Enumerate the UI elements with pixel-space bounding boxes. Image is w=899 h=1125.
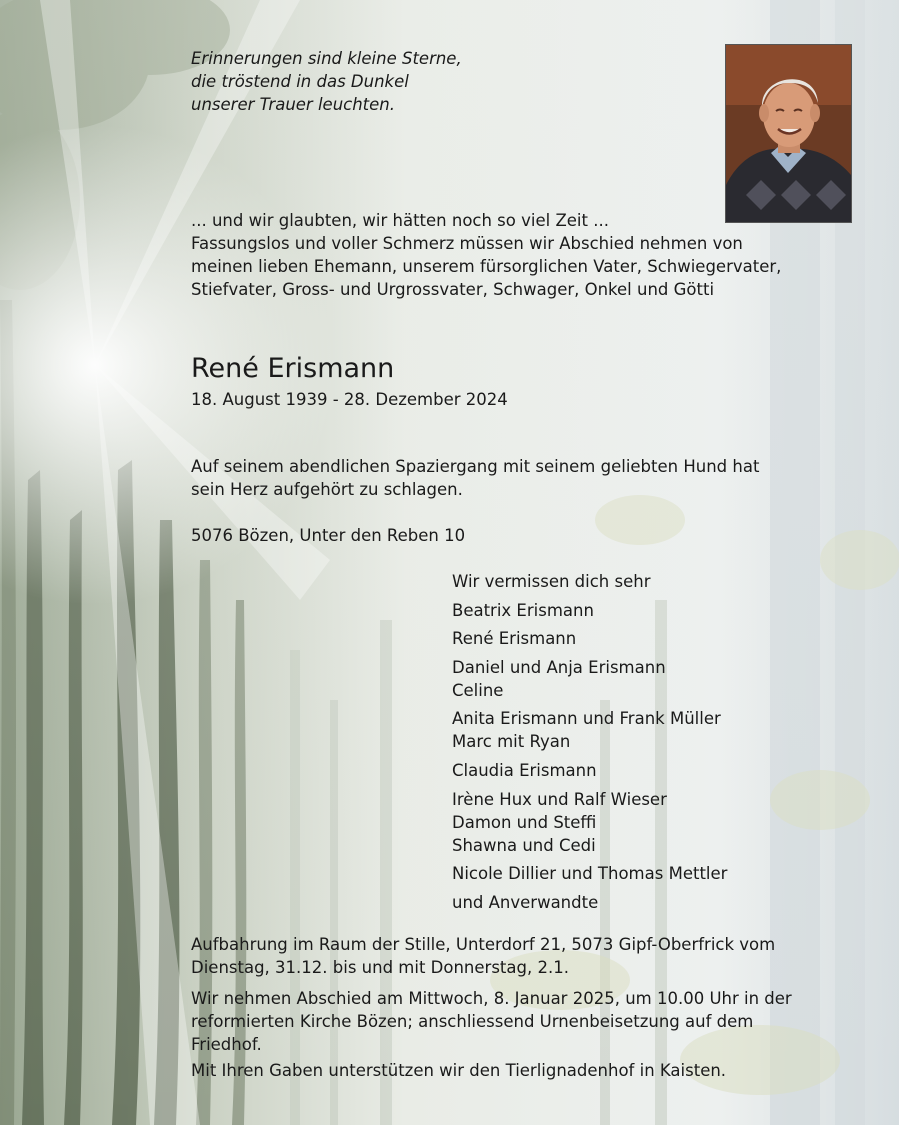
death-line: Auf seinem abendlichen Spaziergang mit seinem geliebten Hund hat [191,457,760,476]
mourner-group [452,570,727,593]
viewing-info [191,933,775,979]
mourner-group [452,599,727,622]
funeral-line: Wir nehmen Abschied am Mittwoch, 8. Januar 2025, um 10.00 Uhr in der [191,989,792,1008]
poem [191,47,462,116]
mourner-group [452,759,727,782]
mourner-line: Wir vermissen dich sehr [452,572,651,591]
deceased-name: René Erismann [191,353,395,384]
portrait-photo [725,44,852,223]
mourner-line: Marc mit Ryan [452,732,571,752]
mourner-group [452,862,727,885]
mourner-line: Celine [452,680,504,700]
intro-line: Fassungslos und voller Schmerz müssen wir Abschied nehmen von [191,234,743,253]
mourner-line: René Erismann [452,629,577,649]
poem-line: Erinnerungen sind kleine Sterne, [191,49,462,68]
mourner-group [452,891,727,914]
mourner-group [452,707,727,753]
mourner-line: Nicole Dillier und Thomas Mettler [452,864,728,884]
mourner-line: Anita Erismann und Frank Müller [452,709,721,729]
funeral-line: reformierten Kirche Bözen; anschliessend Urnenbeisetzung auf dem [191,1012,754,1031]
donation-info: Mit Ihren Gaben unterstützen wir den Tierlignadenhof in Kaisten. [191,1061,727,1080]
funeral-line: Friedhof. [191,1035,262,1054]
poem-line: unserer Trauer leuchten. [191,95,396,114]
mourner-line: Daniel und Anja Erismann [452,657,666,677]
funeral-info [191,987,792,1056]
viewing-line: Aufbahrung im Raum der Stille, Unterdorf 21, 5073 Gipf-Oberfrick vom [191,935,776,954]
mourner-line: Damon und Steffi [452,812,597,832]
death-circumstances [191,455,759,501]
poem-line: die tröstend in das Dunkel [191,72,409,91]
mourner-line: Claudia Erismann [452,760,597,780]
family-address: 5076 Bözen, Unter den Reben 10 [191,526,466,545]
intro-line: Stiefvater, Gross- und Urgrossvater, Schwager, Onkel und Götti [191,280,715,299]
intro-text [191,209,781,301]
mourner-line: Beatrix Erismann [452,600,594,620]
mourner-line: Irène Hux und Ralf Wieser [452,789,667,809]
death-line: sein Herz aufgehört zu schlagen. [191,480,463,499]
viewing-line: Dienstag, 31.12. bis und mit Donnerstag, 2.1. [191,958,569,977]
intro-line: ... und wir glaubten, wir hätten noch so viel Zeit ... [191,211,609,230]
portrait-image [726,45,851,222]
mourner-group [452,627,727,650]
mourner-line: und Anverwandte [452,892,599,912]
mourner-line: Shawna und Cedi [452,835,596,855]
life-dates: 18. August 1939 - 28. Dezember 2024 [191,390,508,409]
mourner-group [452,656,727,702]
mourners-list [452,570,727,919]
intro-line: meinen lieben Ehemann, unserem fürsorglichen Vater, Schwiegervater, [191,257,782,276]
mourner-group [452,788,727,857]
